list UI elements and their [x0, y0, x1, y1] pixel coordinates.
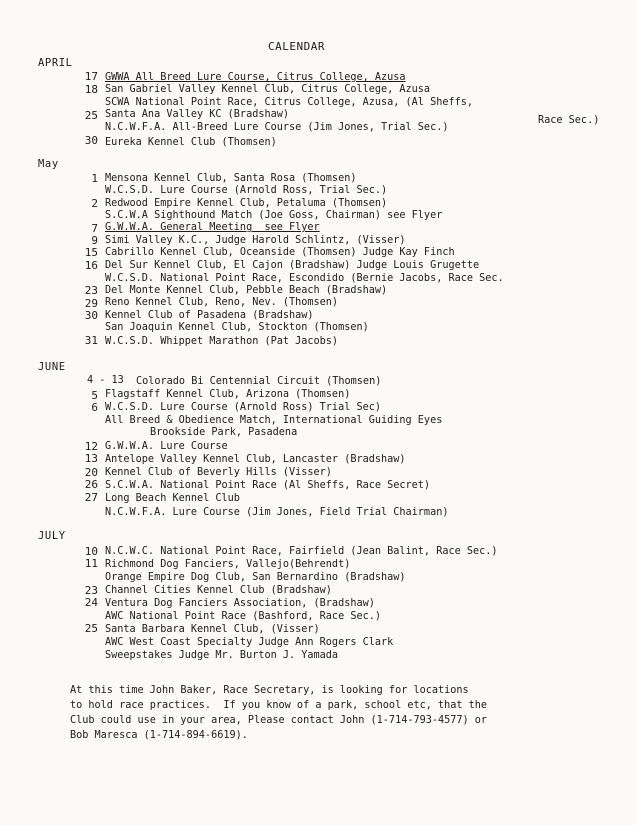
date-jun-27: 27 [84, 491, 98, 504]
date-apr-25: 25 [84, 109, 98, 122]
event-jul-25b: AWC West Coast Specialty Judge Ann Rogers Clark [105, 637, 394, 648]
event-jun-27a: Long Beach Kennel Club [105, 493, 240, 504]
event-jun-26: S.C.W.A. National Point Race (Al Sheffs, Race Secret) [105, 480, 431, 491]
event-may-31: W.C.S.D. Whippet Marathon (Pat Jacobs) [105, 336, 339, 347]
event-may-15: Cabrillo Kennel Club, Oceanside (Thomsen) Judge Kay Finch [105, 247, 455, 258]
date-may-2: 2 [91, 197, 98, 210]
date-may-15: 15 [84, 246, 98, 259]
page-title: CALENDAR [268, 40, 325, 53]
date-jun-4-13: 4 - 13 [87, 375, 124, 386]
event-may-23: Del Monte Kennel Club, Pebble Beach (Bradshaw) [105, 285, 388, 296]
event-jun-6b: All Breed & Obedience Match, International Guiding Eyes [105, 415, 443, 426]
date-may-29: 29 [84, 297, 98, 310]
date-jun-12: 12 [84, 440, 98, 453]
date-jun-5: 5 [91, 389, 98, 402]
date-may-30: 30 [84, 309, 98, 322]
month-july: JULY [38, 530, 66, 542]
event-jul-11b: Orange Empire Dog Club, San Bernardino (Bradshaw) [105, 572, 406, 583]
event-jun-12: G.W.W.A. Lure Course [105, 441, 228, 452]
date-jun-20: 20 [84, 466, 98, 479]
event-may-29: Reno Kennel Club, Reno, Nev. (Thomsen) [105, 297, 339, 308]
event-may-16b: W.C.S.D. National Point Race, Escondido (Bernie Jacobs, Race Sec. [105, 273, 504, 284]
event-may-1a: Mensona Kennel Club, Santa Rosa (Thomsen) [105, 173, 357, 184]
event-apr-18c: Race Sec.) [538, 115, 600, 126]
event-apr-25b: N.C.W.F.A. All-Breed Lure Course (Jim Jones, Trial Sec.) [105, 122, 449, 133]
date-may-9: 9 [91, 234, 98, 247]
event-jul-24b: AWC National Point Race (Bashford, Race Sec.) [105, 611, 382, 622]
event-jun-13: Antelope Valley Kennel Club, Lancaster (Bradshaw) [105, 454, 406, 465]
race-practice-note: At this time John Baker, Race Secretary, is looking for locations to hold race practices. If you know of a park, school etc, that the Club could use in your area, Please contact John (1-714-793-4577) or Bob Maresca (1-714-894-6619). [70, 685, 488, 741]
event-jul-24a: Ventura Dog Fanciers Association, (Bradshaw) [105, 598, 375, 609]
event-jun-6a: W.C.S.D. Lure Course (Arnold Ross) Trial Sec) [105, 402, 382, 413]
date-jul-24: 24 [84, 596, 98, 609]
event-jul-25a: Santa Barbara Kennel Club, (Visser) [105, 624, 320, 635]
date-apr-30: 30 [84, 134, 98, 147]
event-apr-30: Eureka Kennel Club (Thomsen) [105, 137, 277, 148]
event-jun-6c: Brookside Park, Pasadena [150, 427, 298, 438]
event-may-16a: Del Sur Kennel Club, El Cajon (Bradshaw) Judge Louis Grugette [105, 260, 480, 271]
date-may-7: 7 [91, 222, 98, 235]
date-apr-17: 17 [84, 70, 98, 83]
date-may-16: 16 [84, 259, 98, 272]
date-jul-25: 25 [84, 622, 98, 635]
date-may-23: 23 [84, 284, 98, 297]
event-apr-17: GWWA All Breed Lure Course, Citrus College, Azusa [105, 72, 406, 83]
event-apr-18b: SCWA National Point Race, Citrus College, Azusa, (Al Sheffs, [105, 97, 474, 108]
event-may-2b: S.C.W.A Sighthound Match (Joe Goss, Chairman) see Flyer [105, 210, 443, 221]
date-jun-26: 26 [84, 478, 98, 491]
date-jul-10: 10 [84, 545, 98, 558]
event-may-1b: W.C.S.D. Lure Course (Arnold Ross, Trial Sec.) [105, 185, 388, 196]
event-jul-25c: Sweepstakes Judge Mr. Burton J. Yamada [105, 650, 339, 661]
event-jun-4: Colorado Bi Centennial Circuit (Thomsen) [136, 376, 382, 387]
date-may-1: 1 [91, 172, 98, 185]
event-jul-10: N.C.W.C. National Point Race, Fairfield (Jean Balint, Race Sec.) [105, 546, 498, 557]
date-jul-11: 11 [84, 557, 98, 570]
event-may-30b: San Joaquin Kennel Club, Stockton (Thomsen) [105, 322, 369, 333]
date-jul-23: 23 [84, 584, 98, 597]
date-may-31: 31 [84, 334, 98, 347]
event-jul-23: Channel Cities Kennel Club (Bradshaw) [105, 585, 332, 596]
event-jun-20: Kennel Club of Beverly Hills (Visser) [105, 467, 332, 478]
event-may-7: G.W.W.A. General Meeting see Flyer [105, 222, 320, 233]
event-may-2a: Redwood Empire Kennel Club, Petaluma (Thomsen) [105, 198, 388, 209]
event-may-30a: Kennel Club of Pasadena (Bradshaw) [105, 310, 314, 321]
event-apr-18a: San Gabriel Valley Kennel Club, Citrus College, Azusa [105, 84, 431, 95]
event-jun-27b: N.C.W.F.A. Lure Course (Jim Jones, Field Trial Chairman) [105, 507, 449, 518]
event-apr-25a: Santa Ana Valley KC (Bradshaw) [105, 109, 290, 120]
date-jun-6: 6 [91, 401, 98, 414]
event-jul-11a: Richmond Dog Fanciers, Vallejo(Behrendt) [105, 559, 351, 570]
month-june: JUNE [38, 361, 66, 373]
date-apr-18: 18 [84, 83, 98, 96]
month-april: APRIL [38, 57, 73, 69]
event-jun-5: Flagstaff Kennel Club, Arizona (Thomsen) [105, 389, 351, 400]
date-jun-13: 13 [84, 452, 98, 465]
month-may: May [38, 158, 59, 170]
event-may-9: Simi Valley K.C., Judge Harold Schlintz, (Visser) [105, 235, 406, 246]
